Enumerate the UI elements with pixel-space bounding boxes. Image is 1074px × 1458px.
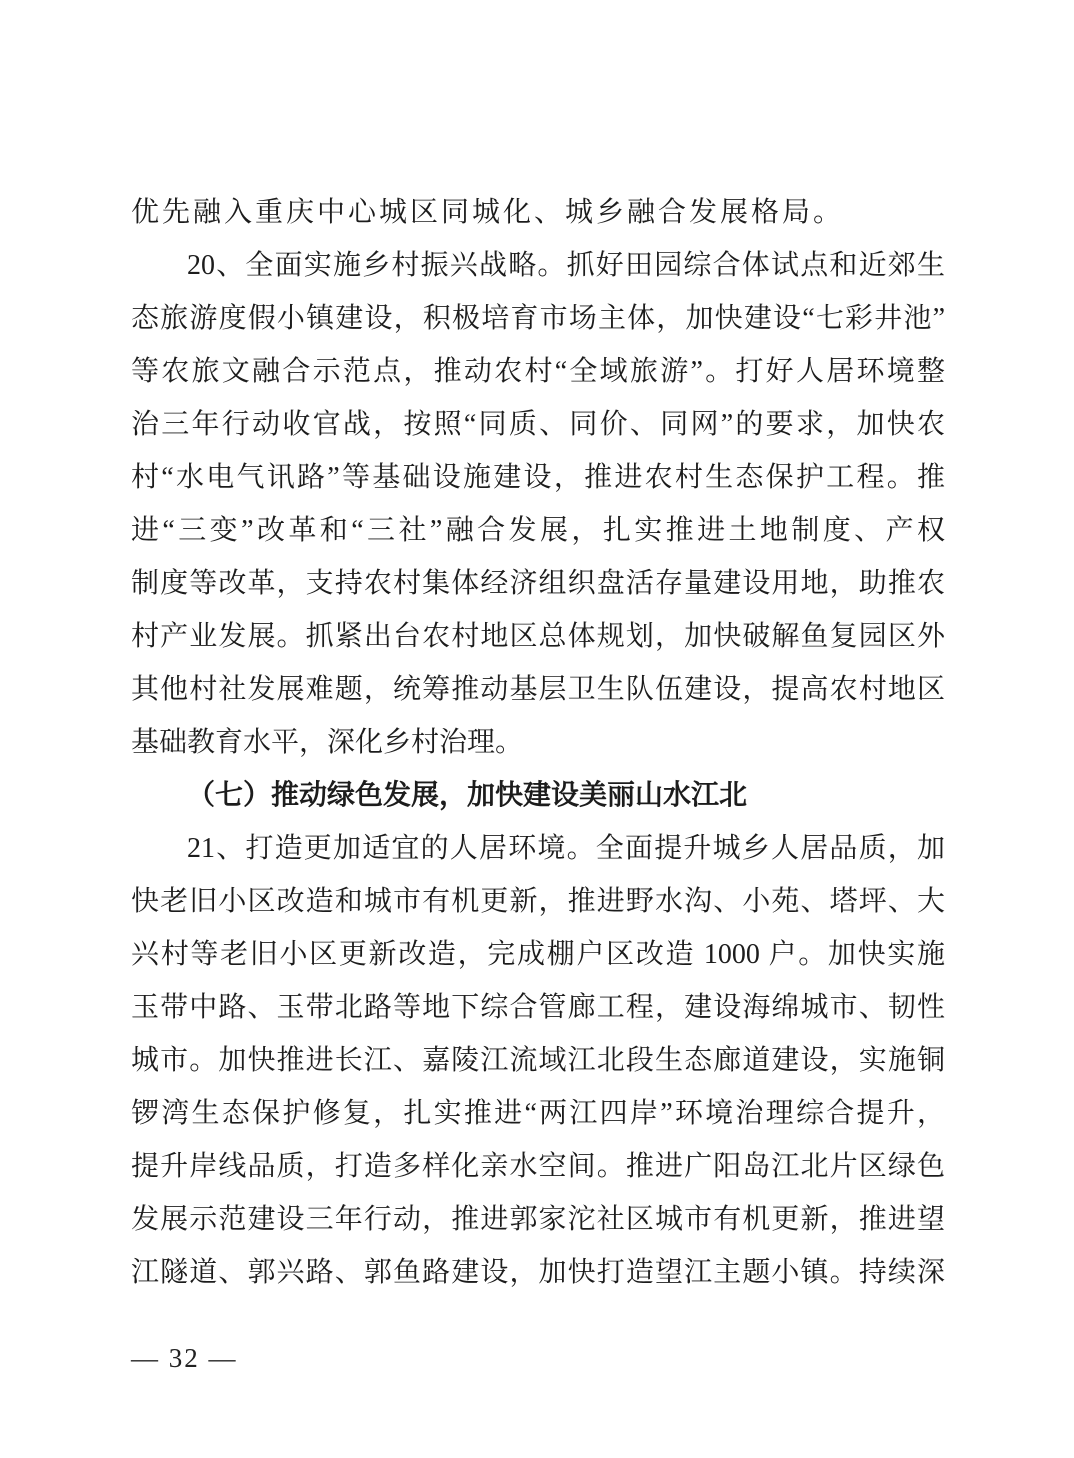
page-number: — 32 —	[131, 1343, 238, 1373]
text-line: 发展示范建设三年行动，推进郭家沱社区城市有机更新，推进望	[131, 1204, 945, 1235]
text-block	[131, 186, 945, 1299]
text-line: 快老旧小区改造和城市有机更新，推进野水沟、小苑、塔坪、大	[131, 886, 945, 917]
text-line-item20-start: 20、全面实施乡村振兴战略。抓好田园综合体试点和近郊生	[187, 250, 945, 281]
text-line: 村“水电气讯路”等基础设施建设，推进农村生态保护工程。推	[131, 462, 945, 493]
text-line: 玉带中路、玉带北路等地下综合管廊工程，建设海绵城市、韧性	[131, 992, 945, 1023]
text-line: 等农旅文融合示范点，推动农村“全域旅游”。打好人居环境整	[131, 356, 945, 387]
text-line: 锣湾生态保护修复，扎实推进“两江四岸”环境治理综合提升，	[131, 1098, 945, 1129]
text-line-continuation: 优先融入重庆中心城区同城化、城乡融合发展格局。	[131, 197, 845, 228]
text-line: 制度等改革，支持农村集体经济组织盘活存量建设用地，助推农	[131, 568, 945, 599]
text-line: 态旅游度假小镇建设，积极培育市场主体，加快建设“七彩井池”	[131, 303, 945, 334]
text-line: 进“三变”改革和“三社”融合发展，扎实推进土地制度、产权	[131, 515, 945, 546]
text-line: 治三年行动收官战，按照“同质、同价、同网”的要求，加快农	[131, 409, 945, 440]
text-line: 江隧道、郭兴路、郭鱼路建设，加快打造望江主题小镇。持续深	[131, 1257, 945, 1288]
text-line: 村产业发展。抓紧出台农村地区总体规划，加快破解鱼复园区外	[131, 621, 945, 652]
text-line: 提升岸线品质，打造多样化亲水空间。推进广阳岛江北片区绿色	[131, 1151, 945, 1182]
text-line: 兴村等老旧小区更新改造，完成棚户区改造 1000 户。加快实施	[131, 939, 945, 970]
text-line: 城市。加快推进长江、嘉陵江流域江北段生态廊道建设，实施铜	[131, 1045, 945, 1076]
text-line: 其他村社发展难题，统筹推动基层卫生队伍建设，提高农村地区	[131, 674, 945, 705]
text-line-item20-end: 基础教育水平，深化乡村治理。	[131, 727, 524, 758]
section-heading-7: （七）推动绿色发展，加快建设美丽山水江北	[187, 780, 748, 811]
text-line-item21-start: 21、打造更加适宜的人居环境。全面提升城乡人居品质，加	[187, 833, 945, 864]
